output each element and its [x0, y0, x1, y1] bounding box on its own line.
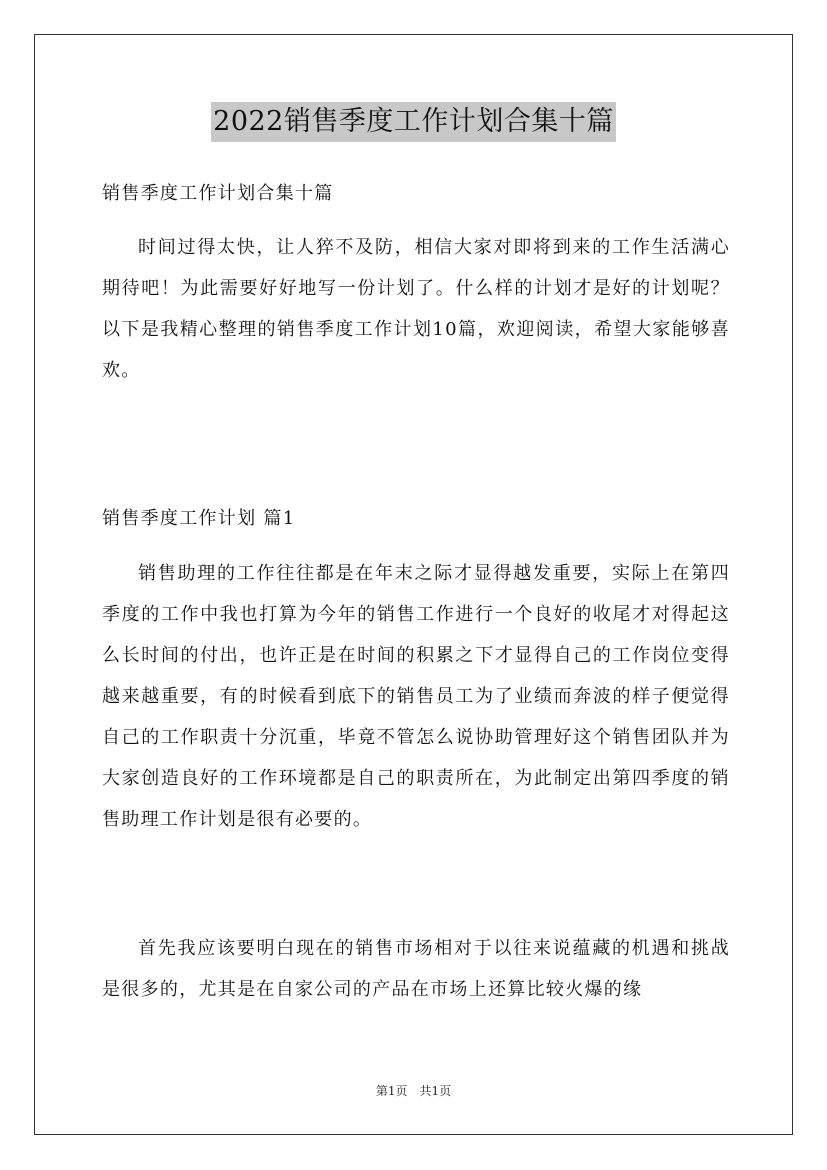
intro-paragraph: 时间过得太快，让人猝不及防，相信大家对即将到来的工作生活满心期待吧！为此需要好好地写一份计划了。什么样的计划才是好的计划呢？以下是我精心整理的销售季度工作计划10篇，欢迎阅读，希望大家能够喜欢。 [102, 237, 730, 381]
document-subtitle: 销售季度工作计划合集十篇 [102, 183, 334, 204]
section-heading: 销售季度工作计划 篇1 [102, 508, 296, 529]
document-title: 2022销售季度工作计划合集十篇 [211, 102, 616, 142]
page-number-footer: 第1页 共1页 [375, 1084, 452, 1098]
title-container [0, 102, 827, 142]
section-paragraph-1: 销售助理的工作往往都是在年末之际才显得越发重要，实际上在第四季度的工作中我也打算为今年的销售工作进行一个良好的收尾才对得起这么长时间的付出，也许正是在时间的积累之下才显得自己的工作岗位变得越来越重要，有的时候看到底下的销售员工为了业绩而奔波的样子便觉得自己的工作职责十分沉重，毕竟不管怎么说协助管理好这个销售团队并为大家创造良好的工作环境都是自己的职责所在，为此制定出第四季度的销售助理工作计划是很有必要的。 [102, 563, 730, 830]
section-paragraph-2: 首先我应该要明白现在的销售市场相对于以往来说蕴藏的机遇和挑战是很多的，尤其是在自家公司的产品在市场上还算比较火爆的缘 [102, 938, 730, 1000]
